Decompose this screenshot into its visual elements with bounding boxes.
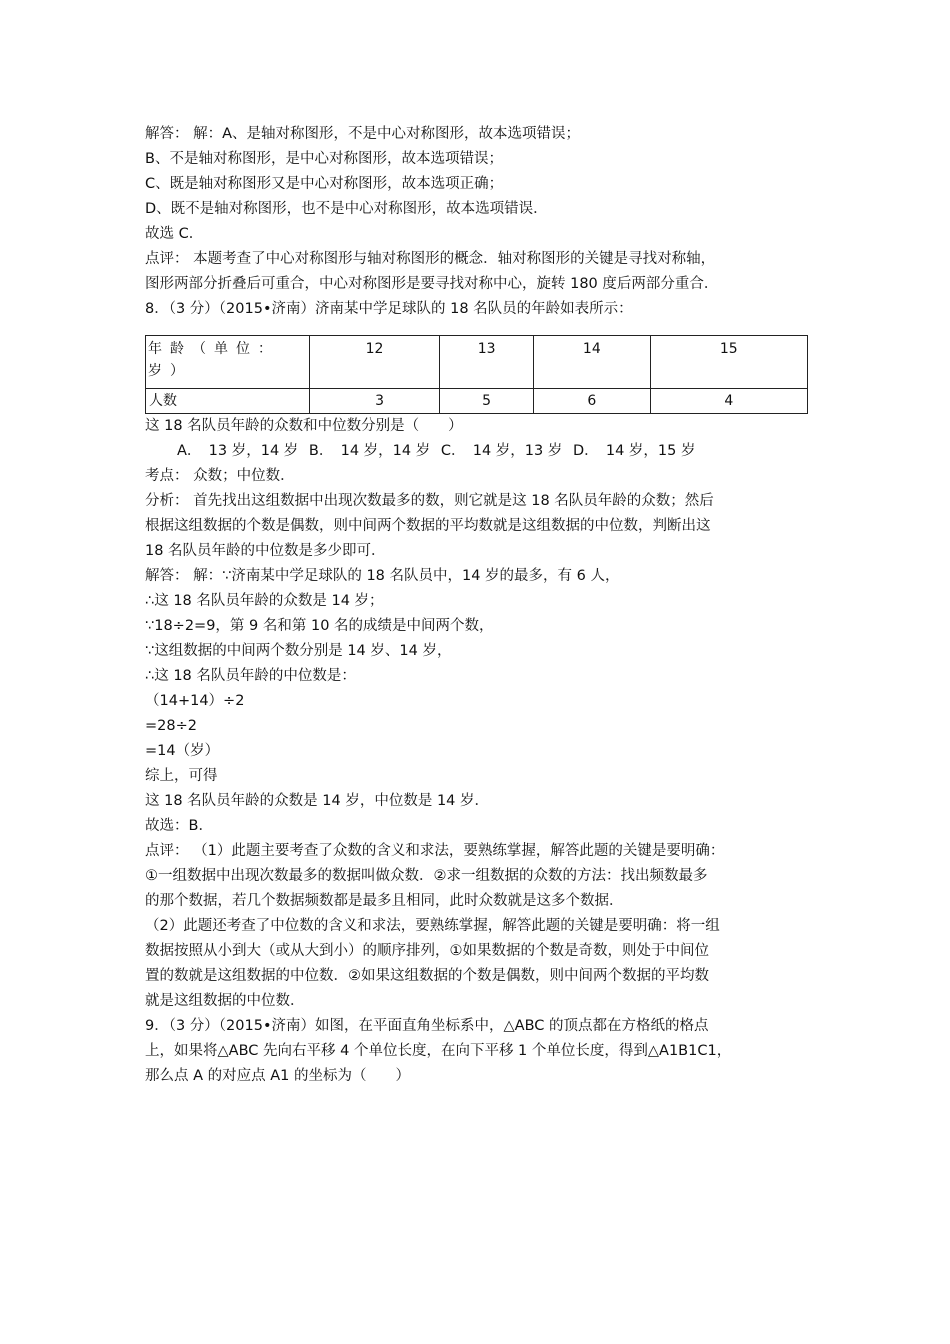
age-header-label: 年龄（单位：岁）	[146, 336, 310, 389]
age-cell: 12	[309, 336, 439, 389]
count-cell: 5	[440, 389, 534, 414]
q8-solution-line: （14+14）÷2	[145, 693, 245, 709]
q8-options	[145, 439, 820, 464]
document-page	[145, 122, 820, 1089]
option-b: B． 14 岁，14 岁	[308, 443, 431, 459]
option-c: C． 14 岁，13 岁	[440, 443, 563, 459]
q8-comment-line: 就是这组数据的中位数．	[145, 993, 305, 1009]
q7-answer-choice: 故选 C．	[145, 226, 204, 242]
q9-stem-line: 上，如果将△ABC 先向右平移 4 个单位长度，在向下平移 1 个单位长度，得到△A1B1C1，	[145, 1043, 732, 1059]
age-table	[145, 335, 808, 414]
count-table-row	[146, 389, 808, 414]
q8-solution-line: ∵这组数据的中间两个数分别是 14 岁、14 岁，	[145, 643, 452, 659]
age-cell: 13	[440, 336, 534, 389]
q8-analysis-line: 根据这组数据的个数是偶数，则中间两个数据的平均数就是这组数据的中位数，判断出这	[145, 518, 711, 534]
age-table-wrapper	[145, 335, 820, 414]
q8-stem: 8．（3 分）（2015•济南）济南某中学足球队的 18 名队员的年龄如表所示：	[145, 301, 633, 317]
q8-comment-line: 置的数就是这组数据的中位数．②如果这组数据的个数是偶数，则中间两个数据的平均数	[145, 968, 709, 984]
q8-comment-line: 的那个数据，若几个数据频数都是最多且相同，此时众数就是这多个数据．	[145, 893, 624, 909]
q8-comment-line: ①一组数据中出现次数最多的数据叫做众数．②求一组数据的众数的方法：找出频数最多	[145, 868, 708, 884]
q8-analysis-line: 分析： 首先找出这组数据中出现次数最多的数，则它就是这 18 名队员年龄的众数；然后	[145, 493, 714, 509]
q8-comment-line: 点评： （1）此题主要考查了众数的含义和求法，要熟练掌握，解答此题的关键是要明确：	[145, 843, 725, 859]
q7-answer-line: D、既不是轴对称图形，也不是中心对称图形，故本选项错误．	[145, 201, 548, 217]
q8-solution-line: 解答： 解：∵济南某中学足球队的 18 名队员中，14 岁的最多，有 6 人，	[145, 568, 620, 584]
q8-solution-line: 综上，可得	[145, 768, 218, 784]
option-d: D． 14 岁，15 岁	[572, 443, 696, 459]
count-cell: 4	[650, 389, 807, 414]
q8-question: 这 18 名队员年龄的众数和中位数分别是（ ）	[145, 418, 463, 434]
q7-comment-line: 点评： 本题考查了中心对称图形与轴对称图形的概念．轴对称图形的关键是寻找对称轴，	[145, 251, 716, 267]
q9-stem-line: 9．（3 分）（2015•济南）如图，在平面直角坐标系中，△ABC 的顶点都在方格纸的格点	[145, 1018, 709, 1034]
option-a: A． 13 岁，14 岁	[177, 443, 299, 459]
q8-kaodian: 考点： 众数；中位数．	[145, 468, 295, 484]
q7-answer-line: B、不是轴对称图形，是中心对称图形，故本选项错误；	[145, 151, 503, 167]
count-cell: 3	[309, 389, 439, 414]
q7-answer-line: 解答： 解：A、是轴对称图形，不是中心对称图形，故本选项错误；	[145, 126, 581, 142]
q8-solution-line: ∴这 18 名队员年龄的众数是 14 岁；	[145, 593, 384, 609]
q8-solution-line: ∴这 18 名队员年龄的中位数是：	[145, 668, 356, 684]
q8-solution-line: 故选：B．	[145, 818, 213, 834]
q9-stem-line: 那么点 A 的对应点 A1 的坐标为（ ）	[145, 1068, 410, 1084]
q8-comment-line: （2）此题还考查了中位数的含义和求法，要熟练掌握，解答此题的关键是要明确：将一组	[145, 918, 720, 934]
count-cell: 6	[534, 389, 650, 414]
count-label: 人数	[146, 389, 310, 414]
age-table-header-row	[146, 336, 808, 389]
age-cell: 14	[534, 336, 650, 389]
age-cell: 15	[650, 336, 807, 389]
q8-comment-line: 数据按照从小到大（或从大到小）的顺序排列，①如果数据的个数是奇数，则处于中间位	[145, 943, 709, 959]
q8-solution-line: =28÷2	[145, 718, 197, 734]
q8-solution-line: =14（岁）	[145, 743, 220, 759]
q8-solution-line: ∵18÷2=9，第 9 名和第 10 名的成绩是中间两个数，	[145, 618, 494, 634]
q7-answer-line: C、既是轴对称图形又是中心对称图形，故本选项正确；	[145, 176, 504, 192]
q8-analysis-line: 18 名队员年龄的中位数是多少即可．	[145, 543, 386, 559]
q7-comment-line: 图形两部分折叠后可重合，中心对称图形是要寻找对称中心，旋转 180 度后两部分重合．	[145, 276, 719, 292]
q8-solution-line: 这 18 名队员年龄的众数是 14 岁，中位数是 14 岁．	[145, 793, 490, 809]
